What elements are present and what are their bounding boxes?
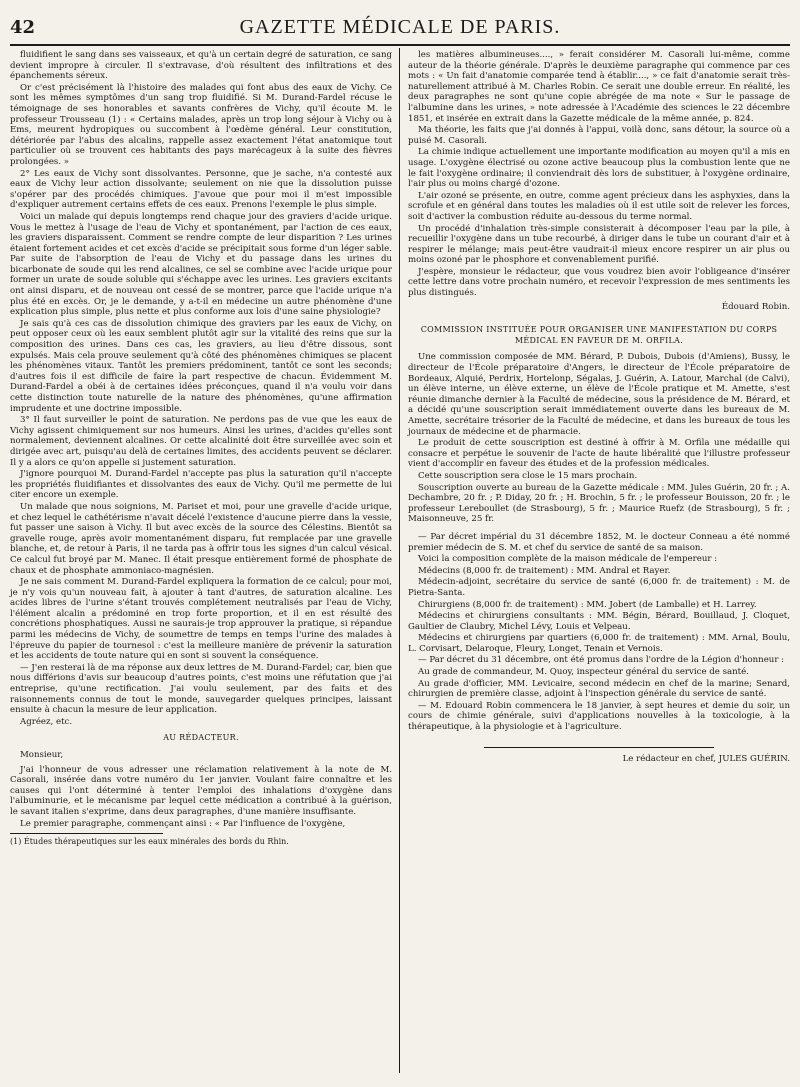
paragraph: Voici un malade qui depuis longtemps rend chaque jour des graviers d'acide urique. Vous le mettez à l'usage de l'eau de Vichy et spontanément, par l'action de ces eaux, les graviers disparaissent. Comment se rendre compte de leur disparition ? Les urines étaient fortement acides et cet excès d'acide se précipitait sous forme d'un léger sable. Par suite de l'absorption de l'eau de Vichy et du passage dans les urines du bicarbonate de soude qui les rend alcalines, ce sel se combine avec l'acide urique pour former un urate de soude soluble qui s'échappe avec les urines. Les graviers excitants ont ainsi disparu, et de nouveau ont cessé de se montrer, parce que l'acide urique n'a plus été en excès. Or, je le demande, y a-t-il en médecine un autre phénomène d'une explication plus simple, plus nette et plus conforme aux lois d'une saine physiologie? <box>10 211 392 318</box>
news-paragraph: — M. Edouard Robin commencera le 18 janvier, à sept heures et demie du soir, un cours de chimie générale, suivi d'applications nouvelles à la toxicologie, à la thérapeutique, à la physiologie et à l'agriculture. <box>408 700 790 733</box>
paragraph: Ma théorie, les faits que j'ai donnés à l'appui, voilà donc, sans détour, la source où a puisé M. Casorali. <box>408 125 790 146</box>
journal-title: GAZETTE MÉDICALE DE PARIS. <box>239 15 561 38</box>
letter-continuation <box>408 50 790 299</box>
news-items <box>408 532 790 733</box>
letter-body <box>10 765 392 830</box>
paragraph: L'air ozoné se présente, en outre, comme agent précieux dans les asphyxies, dans la scrofule et en général dans toutes les maladies où il est utile soit de relever les forces, soit d'activer la combustion réduite au-dessous du terme normal. <box>408 190 790 222</box>
page-header <box>10 10 790 46</box>
paragraph: J'espère, monsieur le rédacteur, que vous voudrez bien avoir l'obligeance d'insérer cette lettre dans votre prochain numéro, et recevoir l'expression de mes sentiments les plus distingués. <box>408 266 790 299</box>
commission-paragraph: Souscription ouverte au bureau de la Gazette médicale : MM. Jules Guérin, 20 fr. ; A. Dechambre, 20 fr. ; P. Diday, 20 fr. ; H. Brochin, 5 fr. ; le professeur Bouisson, 20 fr. ; le professeur Lereboullet (de Strasbourg), 5 fr. ; Maurice Ruefz (de Strasbourg), 5 fr. ; Maisonneuve, 25 fr. <box>408 482 790 525</box>
news-paragraph: — Par décret du 31 décembre, ont été promus dans l'ordre de la Légion d'honneur : <box>418 655 785 666</box>
commission-article <box>408 352 790 525</box>
paragraph: Un procédé d'inhalation très-simple consisterait à décomposer l'eau par la pile, à recueillir l'oxygène dans un tube recourbé, à diriger dans le tube un courant d'air et à respirer le mélange; mais peut-être vaudrait-il mieux encore respirer un air plus ou moins ozoné par le phosphore et convenablement purifié. <box>408 223 790 266</box>
column-divider <box>399 48 400 1073</box>
paragraph: — J'en resterai là de ma réponse aux deux lettres de M. Durand-Fardel; car, bien que nous différions d'avis sur beaucoup d'autres points, c'est moins une réfutation que j'ai entreprise, qu'une rectification. J'ai voulu seulement, par des faits et des raisonnements connus de tout le monde, sauvegarder quelques principes, laissant ensuite à chacun la mesure de leur application. <box>10 662 392 716</box>
paragraph: 2° Les eaux de Vichy sont dissolvantes. Personne, que je sache, n'a contesté aux eaux de Vichy leur action dissolvante; seulement on nie que la dissolution puisse s'opérer par des procédés chimiques. J'avoue que pour moi il m'est impossible d'expliquer autrement certains effets de ces eaux. Prenons l'exemple le plus simple. <box>10 168 392 211</box>
news-paragraph: Chirurgiens (8,000 fr. de traitement) : MM. Jobert (de Lamballe) et H. Larrey. <box>418 599 757 610</box>
paragraph: Je ne sais comment M. Durand-Fardel expliquera la formation de ce calcul; pour moi, je n'y vois qu'un nouveau fait, à ajouter à tant d'autres, de saturation alcaline. Les acides libres de l'urine s'étant trouvés complétement neutralisés par l'eau de Vichy, l'élément alcalin a prédominé en trop forte proportion, et il en est résulté des concrétions phosphatiques. Aussi ne saurais-je trop approuver la pratique, si répandue parmi les médecins de Vichy, de soumettre de temps en temps l'urine des malades à l'épreuve du papier de tournesol : c'est la meilleure manière de prévenir la saturation et les accidents de toute nature qui en sont si souvent la conséquence. <box>10 577 392 662</box>
commission-paragraph: Une commission composée de MM. Bérard, P. Dubois, Dubois (d'Amiens), Bussy, le directeur de l'École préparatoire d'Angers, le directeur de l'École préparatoire de Bordeaux, Alquié, Perdrix, Hortelonp, Ségalas, J. Guérin, A. Latour, Marchal (de Calvi), un élève interne, un élève externe, un élève de l'École pratique et M. Amette, s'est réunie dimanche dernier à la Faculté de médecine, sous la présidence de M. Bérard, et a décidé qu'une souscription serait immédiatement ouverte dans les bureaux de M. Amette, secrétaire trésorier de la Faculté de médecine, et dans les bureaux de tous les journaux de médecine et de pharmacie. <box>408 352 790 437</box>
left-column <box>10 50 392 1073</box>
letter-paragraph: Le premier paragraphe, commençant ainsi : « Par l'influence de l'oxygène, <box>20 818 346 829</box>
paragraph: Agréez, etc. <box>20 716 73 727</box>
news-paragraph: Médecins et chirurgiens par quartiers (6,000 fr. de traitement) : MM. Arnal, Boulu, L. Corvisart, Delaroque, Fleury, Longet, Tenain et Vernois. <box>408 633 790 654</box>
footnote-divider <box>10 833 163 834</box>
news-paragraph: Au grade d'officier, MM. Levicaire, second médecin en chef de la marine; Senard, chirurgien de première classe, adjoint à l'inspection générale du service de santé. <box>408 678 790 700</box>
editor-signature: Le rédacteur en chef, JULES GUÉRIN. <box>622 753 790 764</box>
news-paragraph: Voici la composition complète de la maison médicale de l'empereur : <box>418 554 718 565</box>
left-article <box>10 50 392 727</box>
paragraph: J'ignore pourquoi M. Durand-Fardel n'accepte pas plus la saturation qu'il n'accepte les propriétés fluidifiantes et dissolvantes des eaux de Vichy. Qu'il me permette de lui citer encore un exemple. <box>10 469 392 501</box>
news-paragraph: Médecin-adjoint, secrétaire du service de santé (6,000 fr. de traitement) : M. de Pietra-Santa. <box>408 577 790 598</box>
commission-paragraph: Le produit de cette souscription est destiné à offrir à M. Orfila une médaille qui consacre et perpétue le souvenir de l'acte de haute libéralité que l'illustre professeur vient d'accomplir en faveur des études et de la profession médicales. <box>408 438 790 470</box>
paragraph: Un malade que nous soignions, M. Pariset et moi, pour une gravelle d'acide urique, et chez lequel le cathétérisme n'avait décelé l'existence d'aucune pierre dans la vessie, fut passer une saison à Vichy. Il but avec excès de la source des Célestins. Bientôt sa gravelle rouge, après avoir momentanément disparu, fut remplacée par une gravelle blanche, et, de retour à Paris, il ne tarda pas à offrir tous les signes d'un calcul vésical. Ce calcul fut broyé par M. Manec. Il était presque entièrement formé de phosphate de chaux et de phosphate ammoniaco-magnésien. <box>10 501 392 576</box>
paragraph: fluidifient le sang dans ses vaisseaux, et qu'à un certain degré de saturation, ce sang devient impropre à circuler. Il s'extravase, d'où résultent des infiltrations et des épanchements séreux. <box>10 50 392 82</box>
closing-rule <box>484 747 713 748</box>
page-number: 42 <box>10 16 36 38</box>
news-paragraph: Médecins (8,000 fr. de traitement) : MM. Andral et Rayer. <box>418 565 671 576</box>
paragraph: Je sais qu'à ces cas de dissolution chimique des graviers par les eaux de Vichy, on peut opposer ceux où les eaux semblent plutôt agir sur la vitalité des reins que sur la composition des urines. Dans ces cas, les graviers, au lieu d'être dissous, sont expulsés. Mais cela prouve seulement qu'à côté des phénomènes chimiques se placent les phénomènes vitaux. Tantôt les premiers prédominent, tantôt ce sont les seconds; d'autres fois il est difficile de faire la part respective de chacun. Évidemment M. Durand-Fardel a obéi à de certaines idées préconçues, quand il n'a voulu voir dans cette distinction toute naturelle de la nature des phénomènes, qu'une affirmation imprudente et une doctrine impossible. <box>10 318 392 414</box>
paragraph: 3° Il faut surveiller le point de saturation. Ne perdons pas de vue que les eaux de Vichy agissent chimiquement sur nos humeurs. Ainsi les urines, d'acides qu'elles sont normalement, deviennent alcalines. Or cette alcalinité doit être surveillée avec soin et dirigée avec art, puisqu'au delà de certaines limites, des accidents peuvent se déclarer. Il y a alors ce qu'on appelle si justement saturation. <box>10 415 392 468</box>
right-column <box>408 50 790 1073</box>
letter-signature: Édouard Robin. <box>721 301 790 312</box>
letter-salutation: Monsieur, <box>20 750 64 760</box>
paragraph: La chimie indique actuellement une importante modification au moyen qu'il a mis en usage. L'oxygène électrisé ou ozone active beaucoup plus la combustion lente que ne le fait l'oxygène ordinaire; il conviendrait dès lors de substituer, à l'oxygène ordinaire, l'air plus ou moins chargé d'ozone. <box>408 147 790 190</box>
letter-paragraph: J'ai l'honneur de vous adresser une réclamation relativement à la note de M. Casorali, insérée dans votre numéro du 1er janvier. Voulant faire connaître et les causes qui l'ont déterminé à tenter l'emploi des inhalations d'oxygène dans l'albuminurie, et le mécanisme par lequel cette médication a contribué à la guérison, le savant italien s'exprime, dans deux paragraphes, d'une manière insuffisante. <box>10 764 392 817</box>
paragraph: Or c'est précisément là l'histoire des malades qui font abus des eaux de Vichy. Ce sont les mêmes symptômes d'un sang trop fluidifié. Si M. Durand-Fardel récuse le témoignage de ses honorables et savants confrères de Vichy, qu'il écoute M. le professeur Trousseau (1) : « Certains malades, après un trop long séjour à Vichy ou à Ems, meurent hydropiques ou succombent à l'œdème général. Leur constitution, détériorée par l'abus des alcalins, rappelle assez exactement l'état anatomique tout particulier où se trouvent ces habitants des pays marécageux à la suite des fièvres prolongées. » <box>10 82 392 167</box>
letter-heading: AU RÉDACTEUR. <box>163 733 239 743</box>
news-paragraph: — Par décret impérial du 31 décembre 1852, M. le docteur Conneau a été nommé premier médecin de S. M. et chef du service de santé de sa maison. <box>408 531 790 553</box>
news-paragraph: Médecins et chirurgiens consultants : MM. Bégin, Bérard, Bouillaud, J. Cloquet, Gaultier de Claubry, Michel Lévy, Louis et Velpeau. <box>408 611 790 632</box>
paragraph: les matières albumineuses...., » ferait considérer M. Casorali lui-même, comme auteur de la théorie générale. D'après le deuxième paragraphe qui commence par ces mots : « Un fait d'anatomie comparée tend à établir...., » ce fait d'anatomie serait très-naturellement attribué à M. Charles Robin. Ce serait une double erreur. En réalité, les deux paragraphes ne sont qu'une copie abrégée de ma note « Sur le passage de l'albumine dans les urines, » note adressée à l'Académie des sciences le 22 décembre 1851, et insérée en extrait dans la Gazette médicale de la même année, p. 824. <box>408 50 790 124</box>
news-paragraph: Au grade de commandeur, M. Quoy, inspecteur général du service de santé. <box>418 667 749 678</box>
commission-paragraph: Cette souscription sera close le 15 mars prochain. <box>418 470 638 481</box>
footnote: (1) Études thérapeutiques sur les eaux minérales des bords du Rhin. <box>10 837 289 847</box>
commission-heading: COMMISSION INSTITUÉE POUR ORGANISER UNE MANIFESTATION DU CORPS MÉDICAL EN FAVEUR DE M. ORFILA. <box>420 325 778 345</box>
